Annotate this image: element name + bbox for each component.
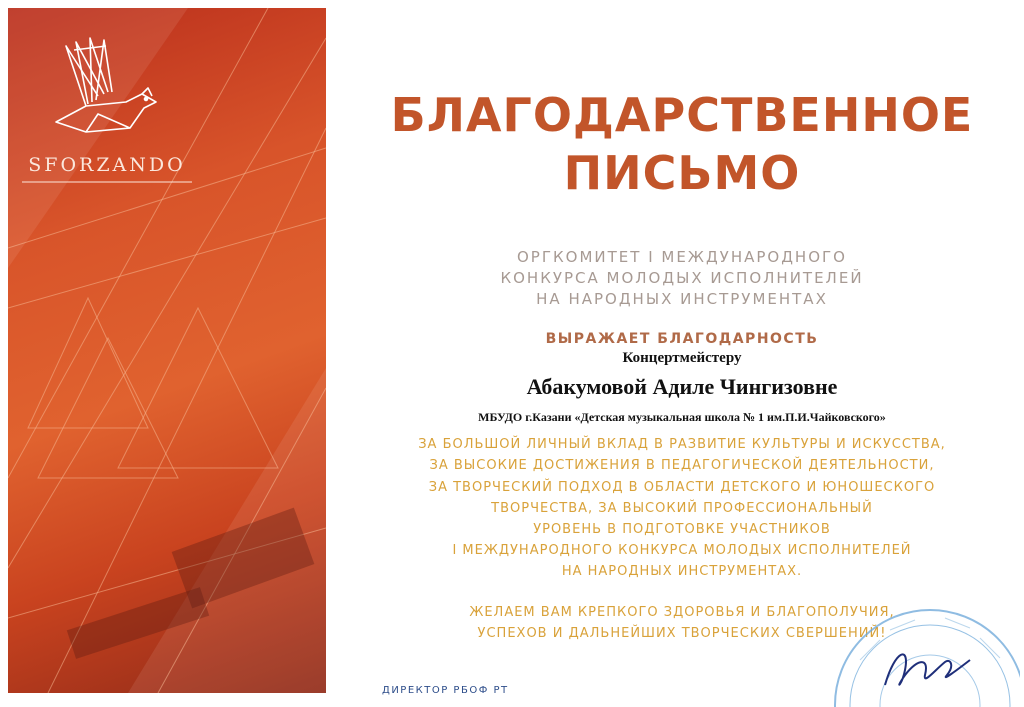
thanks-heading: ВЫРАЖАЕТ БЛАГОДАРНОСТЬ (545, 331, 819, 347)
logo-underline (22, 180, 192, 184)
recipient-role: Концертмейстеру (622, 350, 742, 366)
wish-line: ЖЕЛАЕМ ВАМ КРЕПКОГО ЗДОРОВЬЯ И БЛАГОПОЛУЧИЯ, (469, 605, 895, 620)
bird-logo-icon (46, 36, 166, 146)
reason-line: ЗА ВЫСОКИЕ ДОСТИЖЕНИЯ В ПЕДАГОГИЧЕСКОЙ ДЕЯТЕЛЬНОСТИ, (429, 458, 935, 473)
organizer-line: НА НАРОДНЫХ ИНСТРУМЕНТАХ (536, 290, 828, 308)
reason-line: УРОВЕНЬ В ПОДГОТОВКЕ УЧАСТНИКОВ (533, 522, 831, 537)
signature-icon (875, 640, 975, 700)
reason-line: ЗА БОЛЬШОЙ ЛИЧНЫЙ ВКЛАД В РАЗВИТИЕ КУЛЬТУРЫ И ИСКУССТВА, (418, 437, 946, 452)
logo-text: SFORZANDO (28, 154, 186, 176)
reason-line: ТВОРЧЕСТВА, ЗА ВЫСОКИЙ ПРОФЕССИОНАЛЬНЫЙ (491, 501, 873, 516)
recipient-school: МБУДО г.Казани «Детская музыкальная школа № 1 им.П.И.Чайковского» (478, 410, 886, 424)
recipient-name: Абакумовой Адиле Чингизовне (526, 374, 838, 399)
title-line-2: ПИСЬМО (563, 146, 801, 200)
director-signature-label: ДИРЕКТОР РБОФ РТ (382, 685, 509, 696)
reason-line: I МЕЖДУНАРОДНОГО КОНКУРСА МОЛОДЫХ ИСПОЛНИТЕЛЕЙ (452, 543, 912, 558)
decorative-side-panel (8, 8, 326, 693)
reason-line: ЗА ТВОРЧЕСКИЙ ПОДХОД В ОБЛАСТИ ДЕТСКОГО И ЮНОШЕСКОГО (428, 480, 936, 495)
wish-line: УСПЕХОВ И ДАЛЬНЕЙШИХ ТВОРЧЕСКИХ СВЕРШЕНИЙ! (477, 626, 887, 641)
organizer-line: ОРГКОМИТЕТ I МЕЖДУНАРОДНОГО (517, 248, 847, 266)
organizer-line: КОНКУРСА МОЛОДЫХ ИСПОЛНИТЕЛЕЙ (500, 269, 864, 287)
title-line-1: БЛАГОДАРСТВЕННОЕ (390, 88, 974, 142)
reason-line: НА НАРОДНЫХ ИНСТРУМЕНТАХ. (561, 564, 803, 579)
